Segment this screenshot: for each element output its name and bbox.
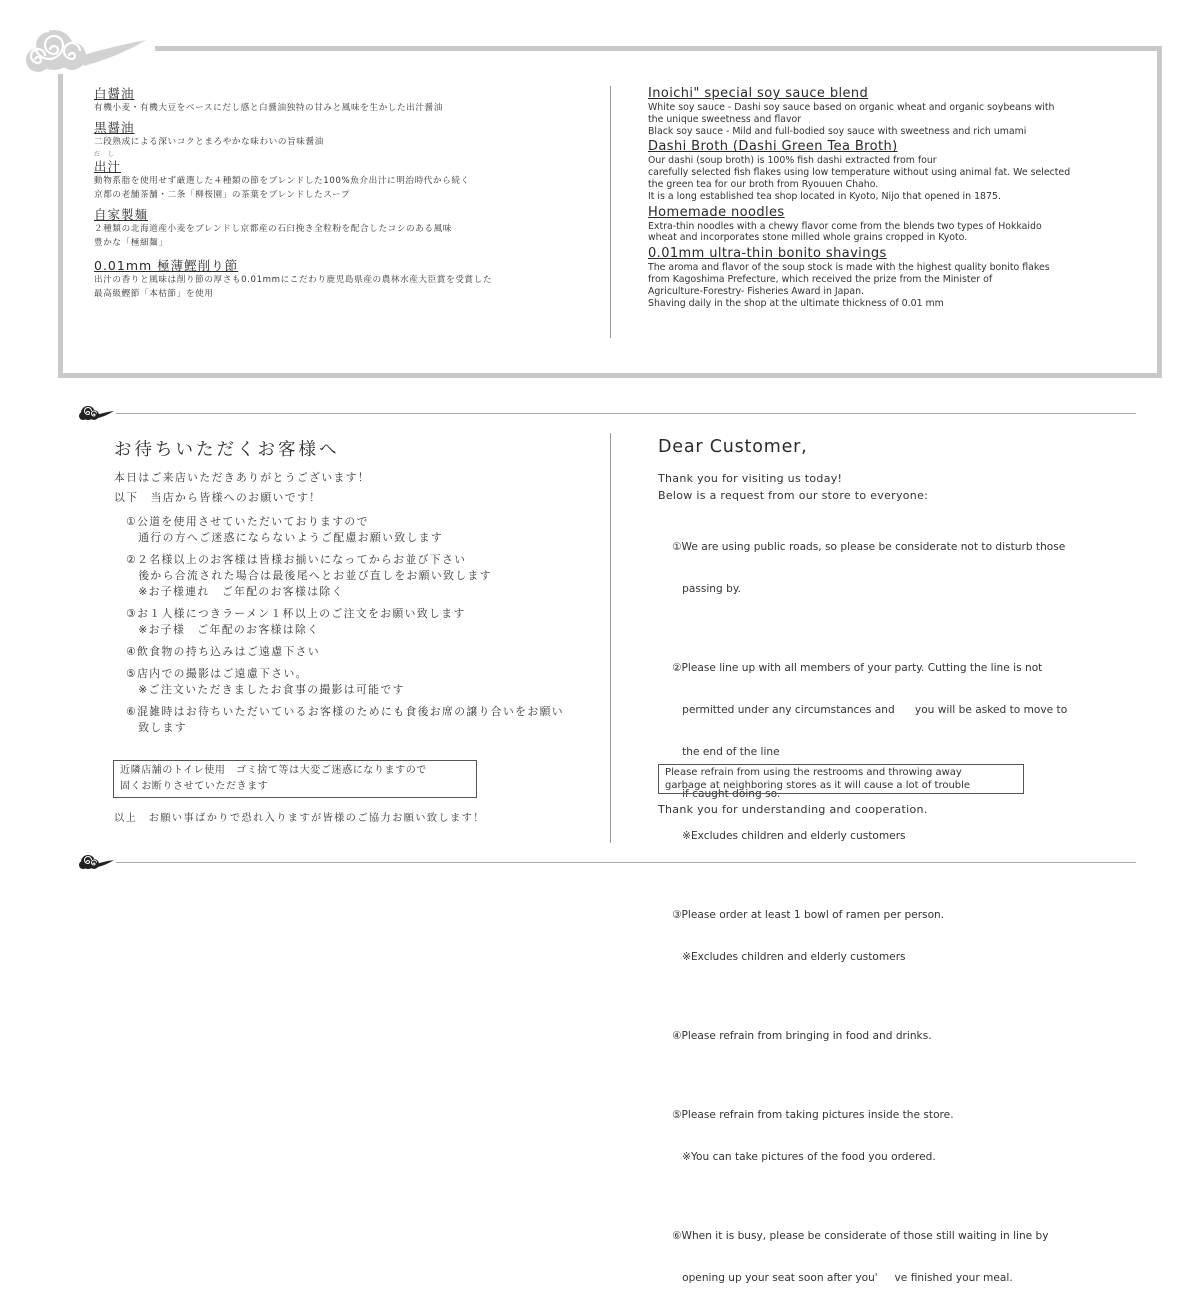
item-bonito-shavings: [648, 246, 1138, 309]
frame-bottom-border: [58, 373, 1162, 378]
closing-ja: 以上 お願い事ばかりで恐れ入りますが皆様のご協力お願い致します！: [114, 813, 485, 824]
rule-line: ②２名様以上のお客様は皆様お揃いになってからお並び下さい: [126, 553, 467, 566]
intro-line: 本日はご来店いただきありがとうございます！: [114, 471, 371, 484]
item-line: the green tea for our broth from Ryouuen Chaho.: [648, 178, 879, 190]
item-title: 0.01mm 極薄鰹削り節: [94, 258, 239, 273]
rule-line: ③お１人様につきラーメン１杯以上のご注文をお願い致します: [126, 607, 466, 620]
rule-line: ※You can take pictures of the food you ordered.: [672, 1151, 936, 1163]
item-dashi: [94, 151, 594, 202]
notice-note-box-en: [658, 764, 1024, 794]
rule-line: passing by.: [672, 583, 741, 595]
rule-line: 致します: [126, 721, 187, 734]
rule-line: 通行の方へご迷惑にならないようご配慮お願い致します: [126, 531, 444, 544]
note-line: 固くお断りさせていただきます: [120, 781, 269, 792]
rule-item: [672, 1001, 1122, 1071]
item-line: 動物系脂を使用せず厳選した４種類の節をブレンドした100%魚介出汁に明治時代から続く: [94, 176, 470, 186]
item-line: The aroma and flavor of the soup stock is made with the highest quality bonito flakes: [648, 262, 1050, 274]
item-line: 京都の老舗茶舗・二条「柳桜園」の茶葉をブレンドしたスープ: [94, 190, 351, 200]
rule-item: [126, 644, 596, 660]
note-line: Please refrain from using the restrooms and throwing away: [665, 767, 962, 778]
rule-line: ※お子様連れ ご年配のお客様は除く: [126, 585, 344, 598]
notice-note-box-ja: [113, 760, 477, 798]
rule-line: ⑤Please refrain from taking pictures inside the store.: [672, 1109, 954, 1121]
rule-line: ①公道を使用させていただいておりますので: [126, 515, 369, 528]
item-soy-blend: [648, 86, 1138, 137]
cloud-swirl-icon: [78, 404, 114, 422]
notice-title-en: Dear Customer,: [658, 437, 808, 457]
item-line: wheat and incorporates stone milled whole grains cropped in Kyoto.: [648, 232, 968, 244]
intro-line: Thank you for visiting us today!: [658, 472, 843, 485]
rule-item: [126, 606, 596, 638]
item-line: ２種類の北海道産小麦をブレンドし京都産の石臼挽き全粒粉を配合したコシのある風味: [94, 224, 452, 234]
rule-line: ②Please line up with all members of your party. Cutting the line is not: [672, 662, 1043, 674]
item-title: Dashi Broth (Dashi Green Tea Broth): [648, 139, 898, 155]
rules-list-en: [672, 512, 1122, 1313]
rule-line: if caught doing so.: [672, 788, 781, 800]
item-line: Shaving daily in the shop at the ultimate thickness of 0.01 mm: [648, 297, 944, 309]
item-white-soy: [94, 86, 594, 115]
item-title: 0.01mm ultra-thin bonito shavings: [648, 246, 887, 262]
frame-left-border: [58, 74, 63, 378]
notice-intro-en: [658, 472, 928, 503]
top-right-column: [648, 86, 1138, 309]
closing-en: Thank you for understanding and cooperation.: [658, 803, 928, 816]
frame-right-border: [1157, 46, 1162, 378]
item-title: 出汁: [94, 159, 122, 174]
item-line: 最高級鰹節「本枯節」を使用: [94, 289, 214, 299]
rule-line: ※Excludes children and elderly customers: [672, 951, 906, 963]
rule-line: permitted under any circumstances and you will be asked to move to: [672, 704, 1068, 716]
furigana: だし: [94, 151, 123, 158]
item-line: Black soy sauce - Mild and full-bodied soy sauce with sweetness and rich umami: [648, 125, 1027, 137]
item-line: It is a long established tea shop located in Kyoto, Nijo that opened in 1875.: [648, 190, 1001, 202]
item-title: 白醤油: [94, 86, 135, 101]
item-homemade-noodles: [648, 205, 1138, 245]
rule-item: [126, 552, 596, 600]
rule-item: [126, 704, 596, 736]
rule-line: ③Please order at least 1 bowl of ramen per person.: [672, 909, 945, 921]
rule-item: [672, 633, 1122, 871]
intro-line: Below is a request from our store to everyone:: [658, 489, 929, 502]
item-line: the unique sweetness and flavor: [648, 113, 802, 125]
item-line: 豊かな「極細麺」: [94, 238, 168, 248]
top-left-column: [94, 86, 594, 301]
notice-title-ja: お待ちいただくお客様へ: [114, 440, 340, 460]
column-divider: [610, 86, 611, 338]
rule-item: [672, 1080, 1122, 1192]
rule-line: the end of the line: [672, 746, 780, 758]
item-noodles: [94, 207, 594, 250]
frame-top-border: [155, 46, 1162, 51]
cloud-swirl-icon: [24, 26, 148, 78]
rules-list-ja: [126, 514, 596, 736]
item-line: from Kagoshima Prefecture, which received the prize from the Minister of: [648, 273, 993, 285]
rule-line: opening up your seat soon after you' ve finished your meal.: [672, 1272, 1013, 1284]
item-line: 出汁の香りと風味は削り節の厚さも0.01mmにこだわり鹿児島県産の農林水産大臣賞を受賞した: [94, 275, 493, 285]
rule-item: [126, 666, 596, 698]
rule-item: [126, 514, 596, 546]
intro-line: 以下 当店から皆様へのお願いです！: [114, 491, 322, 504]
item-title: Inoichi" special soy sauce blend: [648, 86, 869, 101]
rule-line: ※Excludes children and elderly customers: [672, 830, 906, 842]
item-dashi-broth: [648, 139, 1138, 202]
item-line: Agriculture-Forestry- Fisheries Award in Japan.: [648, 285, 865, 297]
rule-line: ④飲食物の持ち込みはご遠慮下さい: [126, 645, 321, 658]
rule-line: ⑥When it is busy, please be considerate of those still waiting in line by: [672, 1230, 1049, 1242]
item-black-soy: [94, 120, 594, 149]
item-title: 自家製麺: [94, 207, 149, 222]
rule-item: [672, 512, 1122, 624]
item-line: Our dashi (soup broth) is 100% fish dashi extracted from four: [648, 155, 937, 167]
item-bonito: [94, 258, 594, 301]
cloud-swirl-icon: [78, 853, 114, 871]
item-line: 二段熟成による深いコクとまろやかな味わいの旨味醤油: [94, 137, 324, 147]
notice-intro-ja: [114, 470, 370, 506]
rule-line: ⑥混雑時はお待ちいただいているお客様のためにも食後お席の譲り合いをお願い: [126, 705, 564, 718]
rule-line: 後から合流された場合は最後尾へとお並び直しをお願い致します: [126, 569, 492, 582]
rule-line: ①We are using public roads, so please be considerate not to disturb those: [672, 541, 1066, 553]
item-line: 有機小麦・有機大豆をベースにだし感と白醤油独特の甘みと風味を生かした出汁醤油: [94, 103, 443, 113]
rule-line: ※お子様 ご年配のお客様は除く: [126, 623, 320, 636]
rule-item: [672, 880, 1122, 992]
item-title: Homemade noodles: [648, 204, 785, 220]
section-rule: [116, 413, 1136, 414]
rule-item: [672, 1201, 1122, 1313]
item-line: carefully selected fish flakes using low temperature without using animal fat. We selected: [648, 167, 1071, 179]
note-line: garbage at neighboring stores as it will cause a lot of trouble: [665, 780, 971, 791]
column-divider: [610, 433, 611, 843]
item-title: 黒醤油: [94, 120, 135, 135]
rule-line: ※ご注文いただきましたお食事の撮影は可能です: [126, 683, 405, 696]
item-line: White soy sauce - Dashi soy sauce based on organic wheat and organic soybeans with: [648, 102, 1055, 113]
rule-line: ④Please refrain from bringing in food and drinks.: [672, 1030, 932, 1042]
rule-line: ⑤店内での撮影はご遠慮下さい。: [126, 667, 308, 680]
item-line: Extra-thin noodles with a chewy flavor come from the blends two types of Hokkaido: [648, 220, 1042, 232]
note-line: 近隣店舗のトイレ使用 ゴミ捨て等は大変ご迷惑になりますので: [120, 765, 427, 776]
